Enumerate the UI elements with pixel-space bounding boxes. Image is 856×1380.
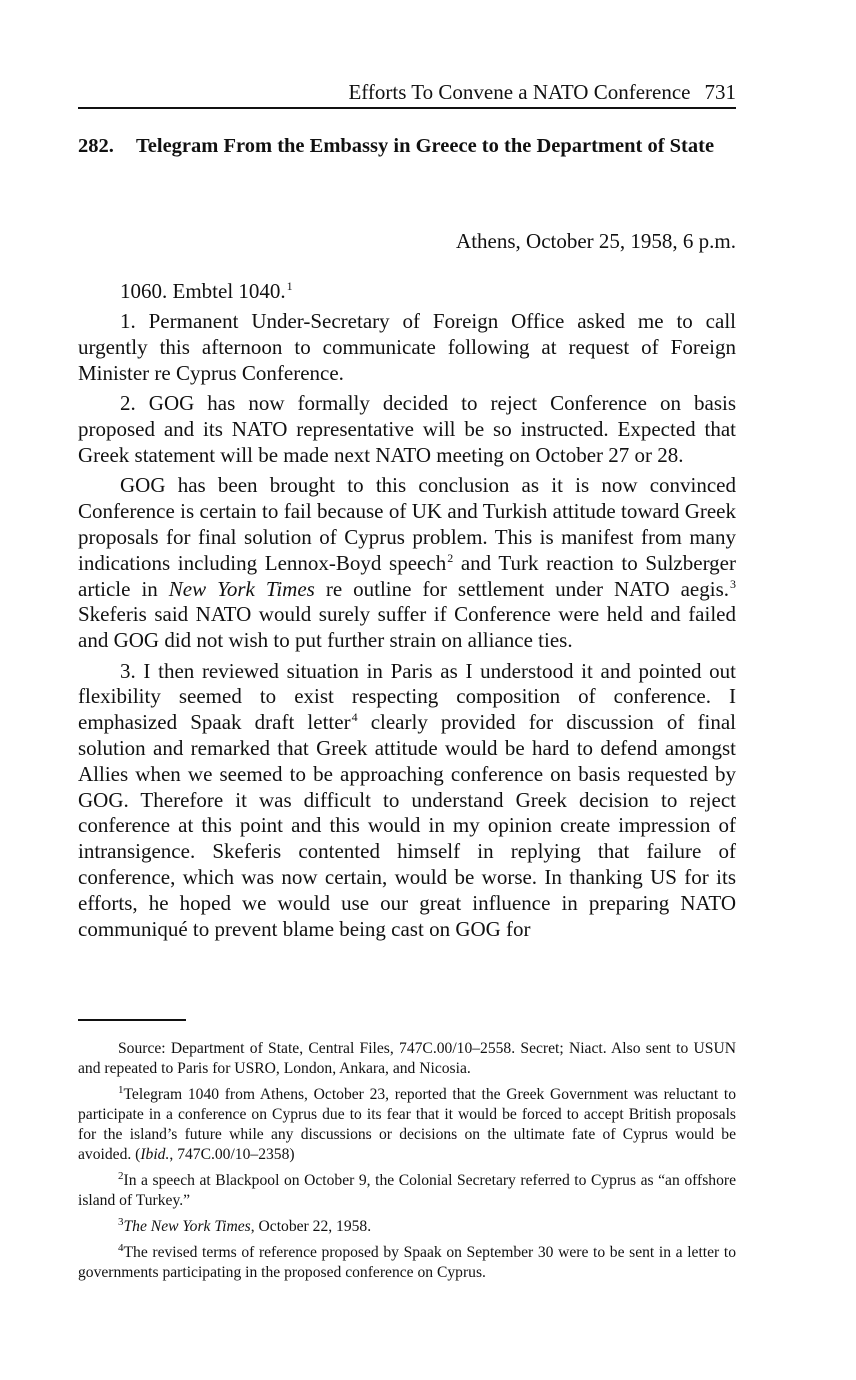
paragraph-4: 3. I then reviewed situation in Paris as I understood it and pointed out flexibility seemed to exist respecting composition of conference. I emphasized Spaak draft letter$^4$ clearly provided for discussion of final solution and remarked that Greek attitude would be hard to defend amongst Allies when we seemed to be approaching conference on basis requested by GOG. Therefore it was difficult to understand Greek decision to reject conference at this point and this would in my opinion create impression of intransigence. Skeferis contented himself in replying that failure of conference, which was now certain, would be worse. In thanking US for its efforts, he hoped we would use our great influence in preparing NATO communiqué to prevent blame being cast on GOG for (78, 658, 736, 941)
footnote-ref-1[interactable]: 1 (286, 279, 293, 293)
header-rule (78, 107, 736, 109)
footnote-ref-3[interactable]: 3 (730, 576, 737, 591)
running-title: Efforts To Convene a NATO Conference (348, 80, 691, 104)
running-header (348, 80, 736, 104)
footnote-rule (78, 1019, 186, 1021)
paragraph-1: 1. Permanent Under-Secretary of Foreign Office asked me to call urgently this afternoon to communicate following at request of Foreign Minister re Cyprus Conference. (78, 309, 736, 385)
footnote-2: $^2$In a speech at Blackpool on October 9, the Colonial Secretary referred to Cyprus as “an offshore island of Turkey.” (78, 1170, 736, 1209)
footnote-1: $^1$Telegram 1040 from Athens, October 23, reported that the Greek Government was reluctant to participate in a conference on Cyprus due to its fear that it would be forced to accept British proposals for the island’s future while any discussions or decisions on the ultimate fate of Cyprus would be avoided. (Ibid., 747C.00/10–2358) (78, 1084, 736, 1163)
newspaper-title: New York Times (168, 576, 315, 601)
source-note: Source: Department of State, Central Files, 747C.00/10–2558. Secret; Niact. Also sent to USUN and repeated to Paris for USRO, London, Ankara, and Nicosia. (78, 1040, 736, 1077)
footnotes (78, 1039, 736, 1289)
telegram-body (78, 279, 736, 942)
footnote-ref-4[interactable]: 4 (351, 710, 358, 725)
page-number: 731 (704, 80, 736, 104)
document-number: 282. (78, 135, 114, 157)
footnote-4: $^4$The revised terms of reference proposed by Spaak on September 30 were to be sent in a letter to governments participating in the proposed conference on Cyprus. (78, 1242, 736, 1281)
document-title: Telegram From the Embassy in Greece to the Department of State (136, 135, 715, 157)
footnote-3: $^3$The New York Times, October 22, 1958. (118, 1216, 372, 1235)
footnote-ref-2[interactable]: 2 (447, 550, 454, 565)
document-heading (78, 133, 736, 159)
paragraph-reference: 1060. Embtel 1040.$^1$ (120, 279, 293, 303)
paragraph-3: GOG has been brought to this conclusion as it is now convinced Conference is certain to fail because of UK and Turkish attitude toward Greek proposals for final solution of Cyprus problem. This is manifest from many indications including Lennox-Boyd speech$^2$ and Turk reaction to Sulzberger article in New York Times re outline for settlement under NATO aegis.$^3$ Skeferis said NATO would surely suffer if Conference were held and failed and GOG did not wish to put further strain on alliance ties. (78, 473, 737, 653)
dateline: Athens, October 25, 1958, 6 p.m. (456, 229, 736, 253)
paragraph-2: 2. GOG has now formally decided to reject Conference on basis proposed and its NATO representative will be so instructed. Expected that Greek statement will be made next NATO meeting on October 27 or 28. (78, 391, 736, 467)
